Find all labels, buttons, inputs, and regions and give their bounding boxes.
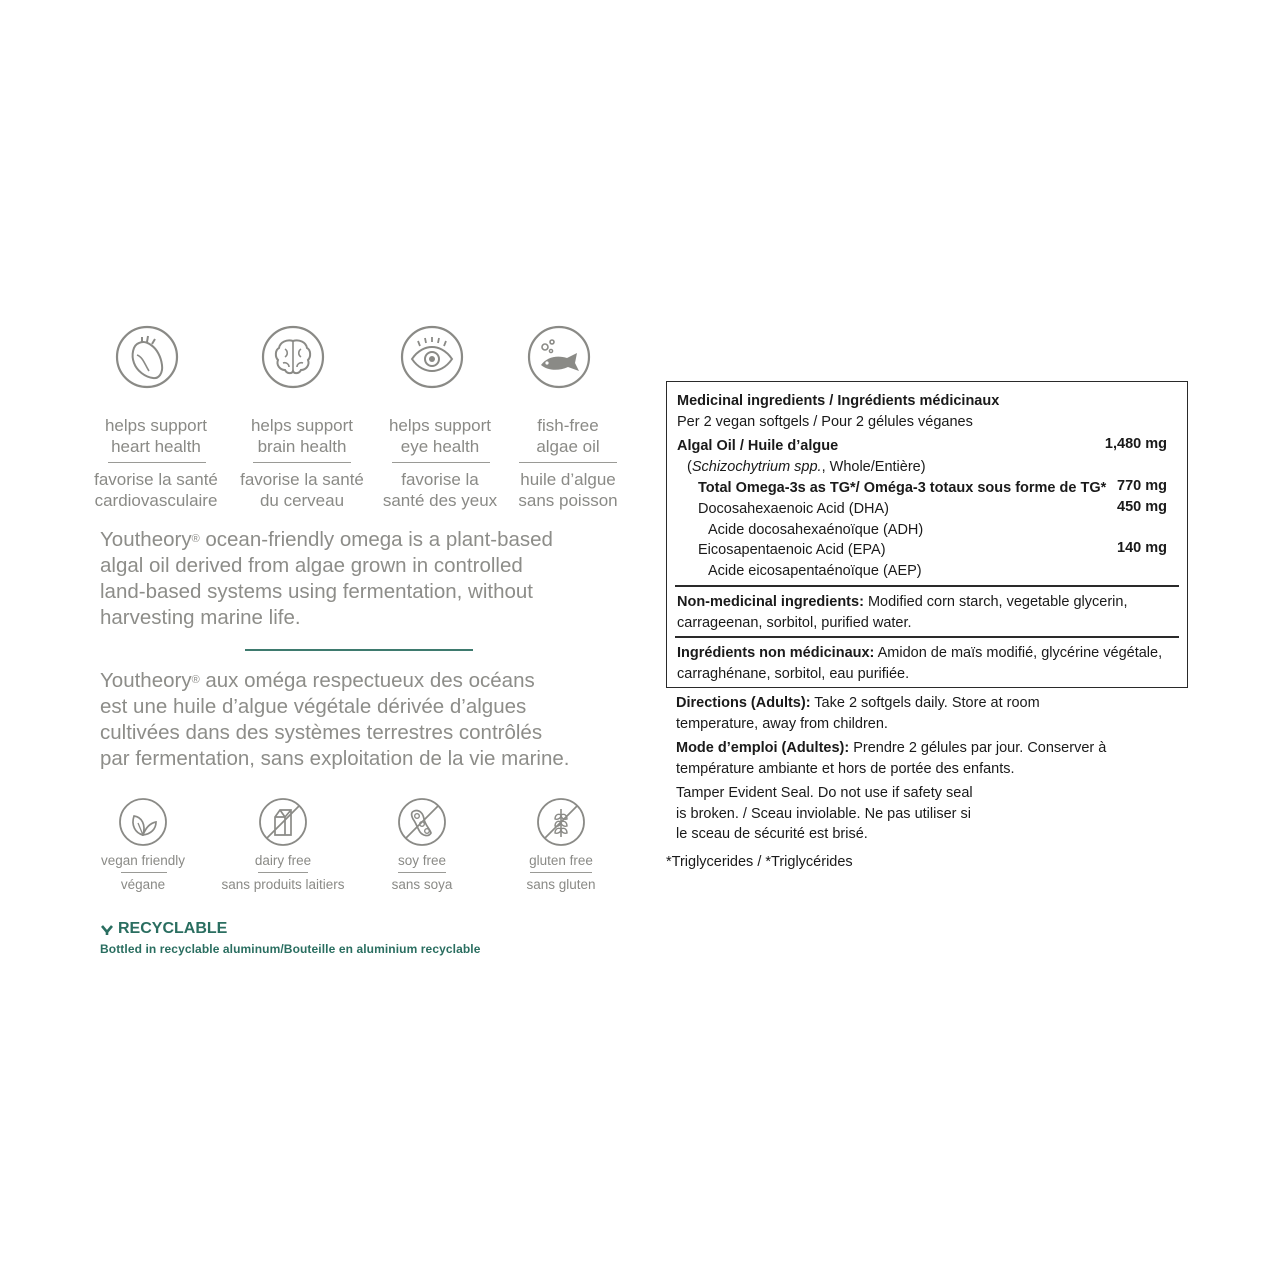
attr-gluten-fr: sans gluten xyxy=(526,877,596,892)
attr-divider xyxy=(530,872,592,873)
benefit-brain-en: helps support brain health xyxy=(250,416,354,456)
dha-amount: 450 mg xyxy=(1117,499,1167,515)
label-rule xyxy=(675,585,1179,587)
benefit-eye-en: helps support eye health xyxy=(388,416,492,456)
benefit-brain-fr: favorise la santé du cerveau xyxy=(240,470,364,510)
dha-label-en: Docosahexaenoic Acid (DHA) xyxy=(698,501,890,517)
benefit-divider xyxy=(519,462,617,463)
epa-label-fr: Acide eicosapentaénoïque (AEP) xyxy=(708,563,922,579)
wheat-icon xyxy=(536,797,586,847)
attr-dairy-fr: sans produits laitiers xyxy=(221,877,345,892)
benefit-fish-fr: huile d’algue sans poisson xyxy=(518,470,618,510)
omega-total-label: Total Omega-3s as TG*/ Oméga-3 totaux sous forme de TG* xyxy=(698,480,1107,496)
heart-icon xyxy=(115,325,179,389)
benefit-fish-en: fish-free algae oil xyxy=(536,416,600,456)
epa-amount: 140 mg xyxy=(1117,540,1167,556)
tamper-seal-notice: Tamper Evident Seal. Do not use if safety seal is broken. / Sceau inviolable. Ne pas utiliser si le sceau de sécurité est brisé. xyxy=(676,785,973,842)
attr-vegan-en: vegan friendly xyxy=(100,853,186,868)
recyclable-title: RECYCLABLE xyxy=(118,920,228,937)
recyclable-subtitle: Bottled in recyclable aluminum/Bouteille en aluminium recyclable xyxy=(100,942,481,956)
label-rule xyxy=(675,636,1179,638)
attr-soy-en: soy free xyxy=(397,853,447,868)
attr-gluten-en: gluten free xyxy=(529,853,593,868)
algal-oil-amount: 1,480 mg xyxy=(1104,436,1167,452)
fish-icon xyxy=(527,325,591,389)
algal-oil-source: (Schizochytrium spp., Whole/Entière) xyxy=(687,459,926,475)
attr-dairy-en: dairy free xyxy=(254,853,312,868)
benefit-divider xyxy=(392,462,490,463)
footnote: *Triglycerides / *Triglycérides xyxy=(666,854,853,870)
attr-divider xyxy=(121,872,167,873)
nonmedicinal-fr-cont: carraghénane, sorbitol, eau purifiée. xyxy=(677,666,910,682)
section-divider xyxy=(245,649,473,651)
attr-divider xyxy=(258,872,308,873)
epa-label-en: Eicosapentaenoic Acid (EPA) xyxy=(698,542,886,558)
soybean-icon xyxy=(397,797,447,847)
recycle-arrow-icon xyxy=(100,924,114,936)
description-en: Youtheory® ocean-friendly omega is a plant-based algal oil derived from algae grown in controlled land-based systems using fermentation, without harvesting marine life. xyxy=(100,528,553,629)
milk-carton-icon xyxy=(258,797,308,847)
dha-label-fr: Acide docosahexaénoïque (ADH) xyxy=(708,522,924,538)
nonmedicinal-en: Non-medicinal ingredients: Modified corn starch, vegetable glycerin, xyxy=(677,594,1128,610)
serving-size: Per 2 vegan softgels / Pour 2 gélules véganes xyxy=(677,414,973,430)
directions-fr: Mode d’emploi (Adultes): Prendre 2 gélules par jour. Conserver à température ambiante et hors de portée des enfants. xyxy=(676,740,1107,777)
supplement-facts-box xyxy=(666,381,1188,688)
medicinal-heading: Medicinal ingredients / Ingrédients médicinaux xyxy=(677,393,1000,409)
description-fr: Youtheory® aux oméga respectueux des océans est une huile d’algue végétale dérivée d’algues cultivées dans des systèmes terrestres contrôlés par fermentation, sans exploitation de la vie marine. xyxy=(100,669,570,770)
attr-vegan-fr: végane xyxy=(120,877,166,892)
nonmedicinal-fr: Ingrédients non médicinaux: Amidon de maïs modifié, glycérine végétale, xyxy=(677,645,1163,661)
benefit-heart-en: helps support heart health xyxy=(104,416,208,456)
leaf-icon xyxy=(118,797,168,847)
eye-icon xyxy=(400,325,464,389)
algal-oil-label: Algal Oil / Huile d’algue xyxy=(677,438,839,454)
attr-divider xyxy=(398,872,446,873)
nonmedicinal-en-cont: carrageenan, sorbitol, purified water. xyxy=(677,615,912,631)
omega-total-amount: 770 mg xyxy=(1117,478,1167,494)
brain-icon xyxy=(261,325,325,389)
benefit-eye-fr: favorise la santé des yeux xyxy=(382,470,498,510)
benefit-divider xyxy=(253,462,351,463)
benefit-heart-fr: favorise la santé cardiovasculaire xyxy=(94,470,218,510)
attr-soy-fr: sans soya xyxy=(391,877,453,892)
directions-en: Directions (Adults): Take 2 softgels daily. Store at room temperature, away from children. xyxy=(676,695,1040,732)
benefit-divider xyxy=(108,462,206,463)
